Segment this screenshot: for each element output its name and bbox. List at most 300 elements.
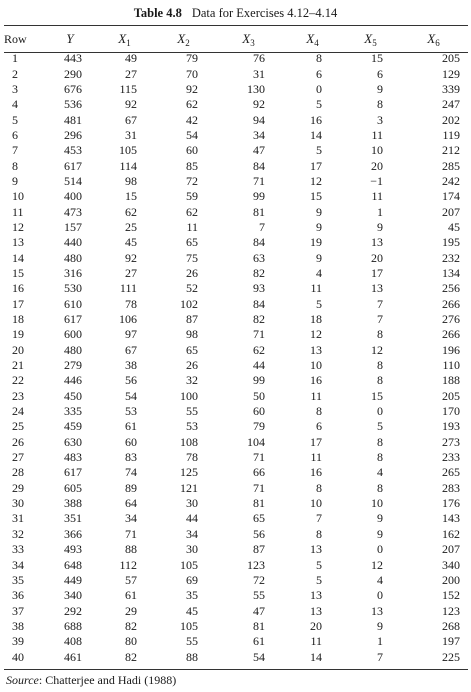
cell-y: 459 bbox=[64, 419, 82, 434]
cell-y: 408 bbox=[64, 634, 82, 649]
table-row bbox=[4, 66, 468, 81]
cell-x3: 93 bbox=[253, 281, 265, 296]
cell-x6: 110 bbox=[442, 358, 460, 373]
source-label: Source bbox=[6, 673, 39, 687]
cell-y: 617 bbox=[64, 312, 82, 327]
table-row bbox=[4, 327, 468, 342]
cell-row: 27 bbox=[12, 450, 24, 465]
cell-x5: 6 bbox=[377, 66, 383, 81]
cell-row: 22 bbox=[12, 373, 24, 388]
cell-x5: 17 bbox=[371, 265, 383, 280]
table-row bbox=[4, 82, 468, 97]
cell-x6: 129 bbox=[442, 66, 460, 81]
cell-row: 7 bbox=[12, 143, 18, 158]
cell-row: 33 bbox=[12, 542, 24, 557]
cell-row: 17 bbox=[12, 296, 24, 311]
cell-x2: 75 bbox=[186, 250, 198, 265]
cell-x1: 54 bbox=[125, 388, 137, 403]
cell-x1: 62 bbox=[125, 204, 137, 219]
cell-x1: 71 bbox=[125, 526, 137, 541]
cell-x2: 55 bbox=[186, 404, 198, 419]
table-row bbox=[4, 343, 468, 358]
cell-y: 449 bbox=[64, 572, 82, 587]
cell-x3: 7 bbox=[259, 219, 265, 234]
cell-x1: 106 bbox=[119, 312, 137, 327]
table-row bbox=[4, 588, 468, 603]
cell-y: 514 bbox=[64, 173, 82, 188]
table-row bbox=[4, 143, 468, 158]
cell-y: 400 bbox=[64, 189, 82, 204]
cell-x4: 11 bbox=[310, 281, 322, 296]
cell-x4: 8 bbox=[316, 480, 322, 495]
cell-x4: 5 bbox=[316, 143, 322, 158]
cell-row: 29 bbox=[12, 480, 24, 495]
cell-x6: 268 bbox=[442, 618, 460, 633]
cell-x6: 225 bbox=[442, 649, 460, 664]
cell-y: 446 bbox=[64, 373, 82, 388]
cell-row: 16 bbox=[12, 281, 24, 296]
cell-x2: 72 bbox=[186, 173, 198, 188]
table-row bbox=[4, 527, 468, 542]
cell-x1: 114 bbox=[119, 158, 137, 173]
cell-row: 21 bbox=[12, 358, 24, 373]
cell-x4: 10 bbox=[310, 358, 322, 373]
cell-x5: 4 bbox=[377, 465, 383, 480]
cell-x5: 3 bbox=[377, 112, 383, 127]
cell-x3: 99 bbox=[253, 189, 265, 204]
cell-y: 316 bbox=[64, 265, 82, 280]
cell-x4: 14 bbox=[310, 649, 322, 664]
cell-x3: 54 bbox=[253, 649, 265, 664]
cell-y: 493 bbox=[64, 542, 82, 557]
table-row bbox=[4, 573, 468, 588]
cell-x1: 27 bbox=[125, 265, 137, 280]
cell-x2: 32 bbox=[186, 373, 198, 388]
cell-x4: 11 bbox=[310, 388, 322, 403]
cell-x2: 65 bbox=[186, 235, 198, 250]
cell-x5: 1 bbox=[377, 204, 383, 219]
table-row bbox=[4, 373, 468, 388]
cell-x5: 20 bbox=[371, 158, 383, 173]
cell-y: 351 bbox=[64, 511, 82, 526]
cell-x6: 283 bbox=[442, 480, 460, 495]
cell-x6: 276 bbox=[442, 312, 460, 327]
cell-x3: 34 bbox=[253, 127, 265, 142]
table-title: Data for Exercises 4.12–4.14 bbox=[191, 6, 338, 20]
cell-x6: 193 bbox=[442, 419, 460, 434]
cell-x2: 98 bbox=[186, 327, 198, 342]
cell-x5: 11 bbox=[371, 127, 383, 142]
cell-row: 36 bbox=[12, 588, 24, 603]
table-row bbox=[4, 51, 468, 66]
table-row bbox=[4, 404, 468, 419]
cell-x2: 26 bbox=[186, 265, 198, 280]
cell-x2: 62 bbox=[186, 97, 198, 112]
cell-y: 605 bbox=[64, 480, 82, 495]
cell-x1: 88 bbox=[125, 542, 137, 557]
cell-x6: 123 bbox=[442, 603, 460, 618]
cell-x3: 94 bbox=[253, 112, 265, 127]
cell-x6: 233 bbox=[442, 450, 460, 465]
cell-x1: 89 bbox=[125, 480, 137, 495]
cell-x2: 88 bbox=[186, 649, 198, 664]
cell-x2: 26 bbox=[186, 358, 198, 373]
table-row bbox=[4, 189, 468, 204]
cell-x6: 134 bbox=[442, 265, 460, 280]
cell-x3: 104 bbox=[247, 434, 265, 449]
source-colon: : bbox=[38, 673, 46, 687]
cell-x2: 85 bbox=[186, 158, 198, 173]
cell-x3: 81 bbox=[253, 204, 265, 219]
cell-x3: 65 bbox=[253, 511, 265, 526]
cell-x6: 188 bbox=[442, 373, 460, 388]
cell-x1: 115 bbox=[119, 81, 137, 96]
cell-x4: 5 bbox=[316, 557, 322, 572]
cell-x2: 121 bbox=[180, 480, 198, 495]
cell-x5: 7 bbox=[377, 296, 383, 311]
cell-x5: 12 bbox=[371, 342, 383, 357]
cell-x4: 11 bbox=[310, 634, 322, 649]
cell-y: 453 bbox=[64, 143, 82, 158]
cell-row: 10 bbox=[12, 189, 24, 204]
cell-y: 440 bbox=[64, 235, 82, 250]
cell-x2: 105 bbox=[180, 557, 198, 572]
cell-x2: 53 bbox=[186, 419, 198, 434]
cell-row: 19 bbox=[12, 327, 24, 342]
cell-x2: 108 bbox=[180, 434, 198, 449]
cell-x5: 20 bbox=[371, 250, 383, 265]
cell-x6: 197 bbox=[442, 634, 460, 649]
cell-y: 340 bbox=[64, 588, 82, 603]
cell-x5: 9 bbox=[377, 526, 383, 541]
table-row bbox=[4, 128, 468, 143]
cell-x1: 92 bbox=[125, 250, 137, 265]
cell-x1: 97 bbox=[125, 327, 137, 342]
cell-x2: 102 bbox=[180, 296, 198, 311]
cell-x1: 57 bbox=[125, 572, 137, 587]
cell-x3: 76 bbox=[253, 51, 265, 66]
cell-row: 34 bbox=[12, 557, 24, 572]
cell-x6: 273 bbox=[442, 434, 460, 449]
cell-x1: 25 bbox=[125, 219, 137, 234]
cell-x5: 12 bbox=[371, 557, 383, 572]
cell-x4: 10 bbox=[310, 496, 322, 511]
cell-x1: 98 bbox=[125, 173, 137, 188]
cell-x2: 35 bbox=[186, 588, 198, 603]
table-row bbox=[4, 465, 468, 480]
cell-x6: 143 bbox=[442, 511, 460, 526]
cell-row: 37 bbox=[12, 603, 24, 618]
cell-y: 388 bbox=[64, 496, 82, 511]
cell-x2: 70 bbox=[186, 66, 198, 81]
cell-x3: 79 bbox=[253, 419, 265, 434]
table-row bbox=[4, 603, 468, 618]
table-row bbox=[4, 312, 468, 327]
cell-x5: 13 bbox=[371, 235, 383, 250]
cell-x4: 17 bbox=[310, 434, 322, 449]
col-header-row: Row bbox=[4, 31, 27, 46]
cell-x6: 266 bbox=[442, 327, 460, 342]
cell-y: 296 bbox=[64, 127, 82, 142]
table-row bbox=[4, 281, 468, 296]
cell-x6: 207 bbox=[442, 542, 460, 557]
cell-x2: 65 bbox=[186, 342, 198, 357]
cell-x4: 17 bbox=[310, 158, 322, 173]
cell-x3: 84 bbox=[253, 158, 265, 173]
cell-x2: 52 bbox=[186, 281, 198, 296]
cell-y: 536 bbox=[64, 97, 82, 112]
cell-x4: 8 bbox=[316, 404, 322, 419]
cell-x5: 10 bbox=[371, 496, 383, 511]
cell-x4: 18 bbox=[310, 312, 322, 327]
col-header-x4: $X_4$ bbox=[306, 30, 319, 48]
cell-row: 35 bbox=[12, 572, 24, 587]
cell-x2: 11 bbox=[186, 219, 198, 234]
cell-x3: 56 bbox=[253, 526, 265, 541]
cell-x2: 87 bbox=[186, 312, 198, 327]
cell-x5: 4 bbox=[377, 572, 383, 587]
cell-row: 32 bbox=[12, 526, 24, 541]
cell-x3: 47 bbox=[253, 603, 265, 618]
cell-row: 24 bbox=[12, 404, 24, 419]
cell-x4: 8 bbox=[316, 51, 322, 66]
cell-x2: 78 bbox=[186, 450, 198, 465]
cell-x3: 31 bbox=[253, 66, 265, 81]
cell-x5: 9 bbox=[377, 511, 383, 526]
cell-x3: 47 bbox=[253, 143, 265, 158]
cell-x1: 29 bbox=[125, 603, 137, 618]
cell-x1: 112 bbox=[119, 557, 137, 572]
cell-x6: 176 bbox=[442, 496, 460, 511]
table-row bbox=[4, 297, 468, 312]
table-caption bbox=[0, 6, 471, 21]
cell-row: 30 bbox=[12, 496, 24, 511]
cell-x1: 61 bbox=[125, 419, 137, 434]
cell-row: 40 bbox=[12, 649, 24, 664]
cell-x1: 53 bbox=[125, 404, 137, 419]
cell-x1: 92 bbox=[125, 97, 137, 112]
cell-x1: 83 bbox=[125, 450, 137, 465]
cell-x4: 16 bbox=[310, 112, 322, 127]
cell-y: 443 bbox=[64, 51, 82, 66]
cell-x4: 7 bbox=[316, 511, 322, 526]
cell-x1: 56 bbox=[125, 373, 137, 388]
cell-x4: 9 bbox=[316, 204, 322, 219]
cell-x1: 15 bbox=[125, 189, 137, 204]
cell-x2: 105 bbox=[180, 618, 198, 633]
cell-x5: 8 bbox=[377, 450, 383, 465]
cell-x1: 31 bbox=[125, 127, 137, 142]
cell-x2: 125 bbox=[180, 465, 198, 480]
cell-row: 3 bbox=[12, 81, 18, 96]
cell-x5: 5 bbox=[377, 419, 383, 434]
table-row bbox=[4, 419, 468, 434]
cell-x5: 8 bbox=[377, 480, 383, 495]
cell-x5: 7 bbox=[377, 649, 383, 664]
cell-y: 600 bbox=[64, 327, 82, 342]
cell-row: 18 bbox=[12, 312, 24, 327]
cell-y: 290 bbox=[64, 66, 82, 81]
cell-x4: 6 bbox=[316, 66, 322, 81]
table-row bbox=[4, 266, 468, 281]
cell-row: 39 bbox=[12, 634, 24, 649]
cell-y: 366 bbox=[64, 526, 82, 541]
cell-x2: 34 bbox=[186, 526, 198, 541]
col-header-y: Y bbox=[66, 31, 74, 46]
cell-x3: 44 bbox=[253, 358, 265, 373]
cell-x4: 19 bbox=[310, 235, 322, 250]
cell-x1: 27 bbox=[125, 66, 137, 81]
cell-x2: 92 bbox=[186, 81, 198, 96]
table-row bbox=[4, 174, 468, 189]
cell-x6: 170 bbox=[442, 404, 460, 419]
cell-x1: 80 bbox=[125, 634, 137, 649]
cell-x4: 9 bbox=[316, 219, 322, 234]
cell-row: 1 bbox=[12, 51, 18, 66]
cell-y: 610 bbox=[64, 296, 82, 311]
cell-x1: 67 bbox=[125, 112, 137, 127]
data-table bbox=[4, 27, 468, 665]
cell-row: 31 bbox=[12, 511, 24, 526]
cell-y: 648 bbox=[64, 557, 82, 572]
cell-x1: 111 bbox=[119, 281, 137, 296]
cell-x4: 4 bbox=[316, 265, 322, 280]
cell-x3: 62 bbox=[253, 342, 265, 357]
cell-x4: 16 bbox=[310, 373, 322, 388]
cell-x3: 71 bbox=[253, 173, 265, 188]
cell-x5: 8 bbox=[377, 327, 383, 342]
cell-x6: 285 bbox=[442, 158, 460, 173]
cell-x2: 30 bbox=[186, 496, 198, 511]
table-number: Table 4.8 bbox=[133, 6, 182, 20]
source-text: Chatterjee and Hadi (1988) bbox=[45, 673, 177, 687]
cell-x1: 82 bbox=[125, 649, 137, 664]
cell-x1: 82 bbox=[125, 618, 137, 633]
cell-x4: 13 bbox=[310, 542, 322, 557]
cell-x3: 71 bbox=[253, 327, 265, 342]
cell-x5: 8 bbox=[377, 373, 383, 388]
cell-x3: 84 bbox=[253, 235, 265, 250]
cell-x3: 82 bbox=[253, 265, 265, 280]
cell-x4: 16 bbox=[310, 465, 322, 480]
cell-x4: 11 bbox=[310, 450, 322, 465]
cell-x6: 162 bbox=[442, 526, 460, 541]
cell-row: 9 bbox=[12, 173, 18, 188]
cell-x2: 59 bbox=[186, 189, 198, 204]
cell-x5: 9 bbox=[377, 618, 383, 633]
source-note bbox=[6, 673, 176, 688]
cell-row: 13 bbox=[12, 235, 24, 250]
cell-x2: 30 bbox=[186, 542, 198, 557]
cell-x3: 87 bbox=[253, 542, 265, 557]
cell-x5: 1 bbox=[377, 634, 383, 649]
cell-x4: 5 bbox=[316, 572, 322, 587]
table-row bbox=[4, 511, 468, 526]
col-header-x5: $X_5$ bbox=[364, 30, 377, 48]
cell-row: 28 bbox=[12, 465, 24, 480]
cell-y: 688 bbox=[64, 618, 82, 633]
cell-x6: 45 bbox=[448, 219, 460, 234]
cell-x4: 13 bbox=[310, 603, 322, 618]
cell-x1: 67 bbox=[125, 342, 137, 357]
cell-x6: 247 bbox=[442, 97, 460, 112]
cell-x5: 9 bbox=[377, 219, 383, 234]
cell-x2: 60 bbox=[186, 143, 198, 158]
cell-x6: 340 bbox=[442, 557, 460, 572]
cell-y: 450 bbox=[64, 388, 82, 403]
cell-x3: 71 bbox=[253, 480, 265, 495]
cell-y: 676 bbox=[64, 81, 82, 96]
cell-x4: 13 bbox=[310, 342, 322, 357]
col-header-x6: $X_6$ bbox=[427, 30, 440, 48]
cell-y: 461 bbox=[64, 649, 82, 664]
table-row bbox=[4, 496, 468, 511]
cell-x6: 205 bbox=[442, 388, 460, 403]
cell-x4: 13 bbox=[310, 588, 322, 603]
cell-row: 8 bbox=[12, 158, 18, 173]
cell-x2: 44 bbox=[186, 511, 198, 526]
col-header-x1: $X_1$ bbox=[118, 30, 131, 48]
cell-x2: 54 bbox=[186, 127, 198, 142]
table-row bbox=[4, 634, 468, 649]
table-row bbox=[4, 481, 468, 496]
cell-x1: 60 bbox=[125, 434, 137, 449]
table-row bbox=[4, 619, 468, 634]
cell-x5: 8 bbox=[377, 97, 383, 112]
cell-x5: 11 bbox=[371, 189, 383, 204]
cell-y: 617 bbox=[64, 158, 82, 173]
cell-row: 4 bbox=[12, 97, 18, 112]
header-row bbox=[4, 27, 468, 51]
cell-y: 473 bbox=[64, 204, 82, 219]
cell-y: 279 bbox=[64, 358, 82, 373]
table-row bbox=[4, 235, 468, 250]
cell-x1: 105 bbox=[119, 143, 137, 158]
cell-x2: 45 bbox=[186, 603, 198, 618]
cell-x6: 265 bbox=[442, 465, 460, 480]
cell-y: 617 bbox=[64, 465, 82, 480]
cell-x5: −1 bbox=[370, 173, 383, 188]
cell-y: 483 bbox=[64, 450, 82, 465]
cell-x5: 13 bbox=[371, 603, 383, 618]
cell-y: 630 bbox=[64, 434, 82, 449]
cell-x1: 38 bbox=[125, 358, 137, 373]
cell-x6: 152 bbox=[442, 588, 460, 603]
cell-x3: 92 bbox=[253, 97, 265, 112]
cell-row: 26 bbox=[12, 434, 24, 449]
cell-x1: 45 bbox=[125, 235, 137, 250]
cell-x5: 15 bbox=[371, 388, 383, 403]
cell-x6: 339 bbox=[442, 81, 460, 96]
cell-x6: 202 bbox=[442, 112, 460, 127]
cell-x6: 119 bbox=[442, 127, 460, 142]
cell-x6: 242 bbox=[442, 173, 460, 188]
cell-x3: 66 bbox=[253, 465, 265, 480]
cell-x4: 6 bbox=[316, 419, 322, 434]
cell-y: 480 bbox=[64, 250, 82, 265]
cell-x3: 63 bbox=[253, 250, 265, 265]
table-row bbox=[4, 158, 468, 173]
cell-x5: 8 bbox=[377, 358, 383, 373]
cell-x6: 266 bbox=[442, 296, 460, 311]
cell-x3: 81 bbox=[253, 496, 265, 511]
table-body bbox=[4, 51, 468, 665]
cell-x3: 99 bbox=[253, 373, 265, 388]
cell-x4: 8 bbox=[316, 526, 322, 541]
cell-x3: 61 bbox=[253, 634, 265, 649]
cell-x2: 42 bbox=[186, 112, 198, 127]
cell-row: 6 bbox=[12, 127, 18, 142]
